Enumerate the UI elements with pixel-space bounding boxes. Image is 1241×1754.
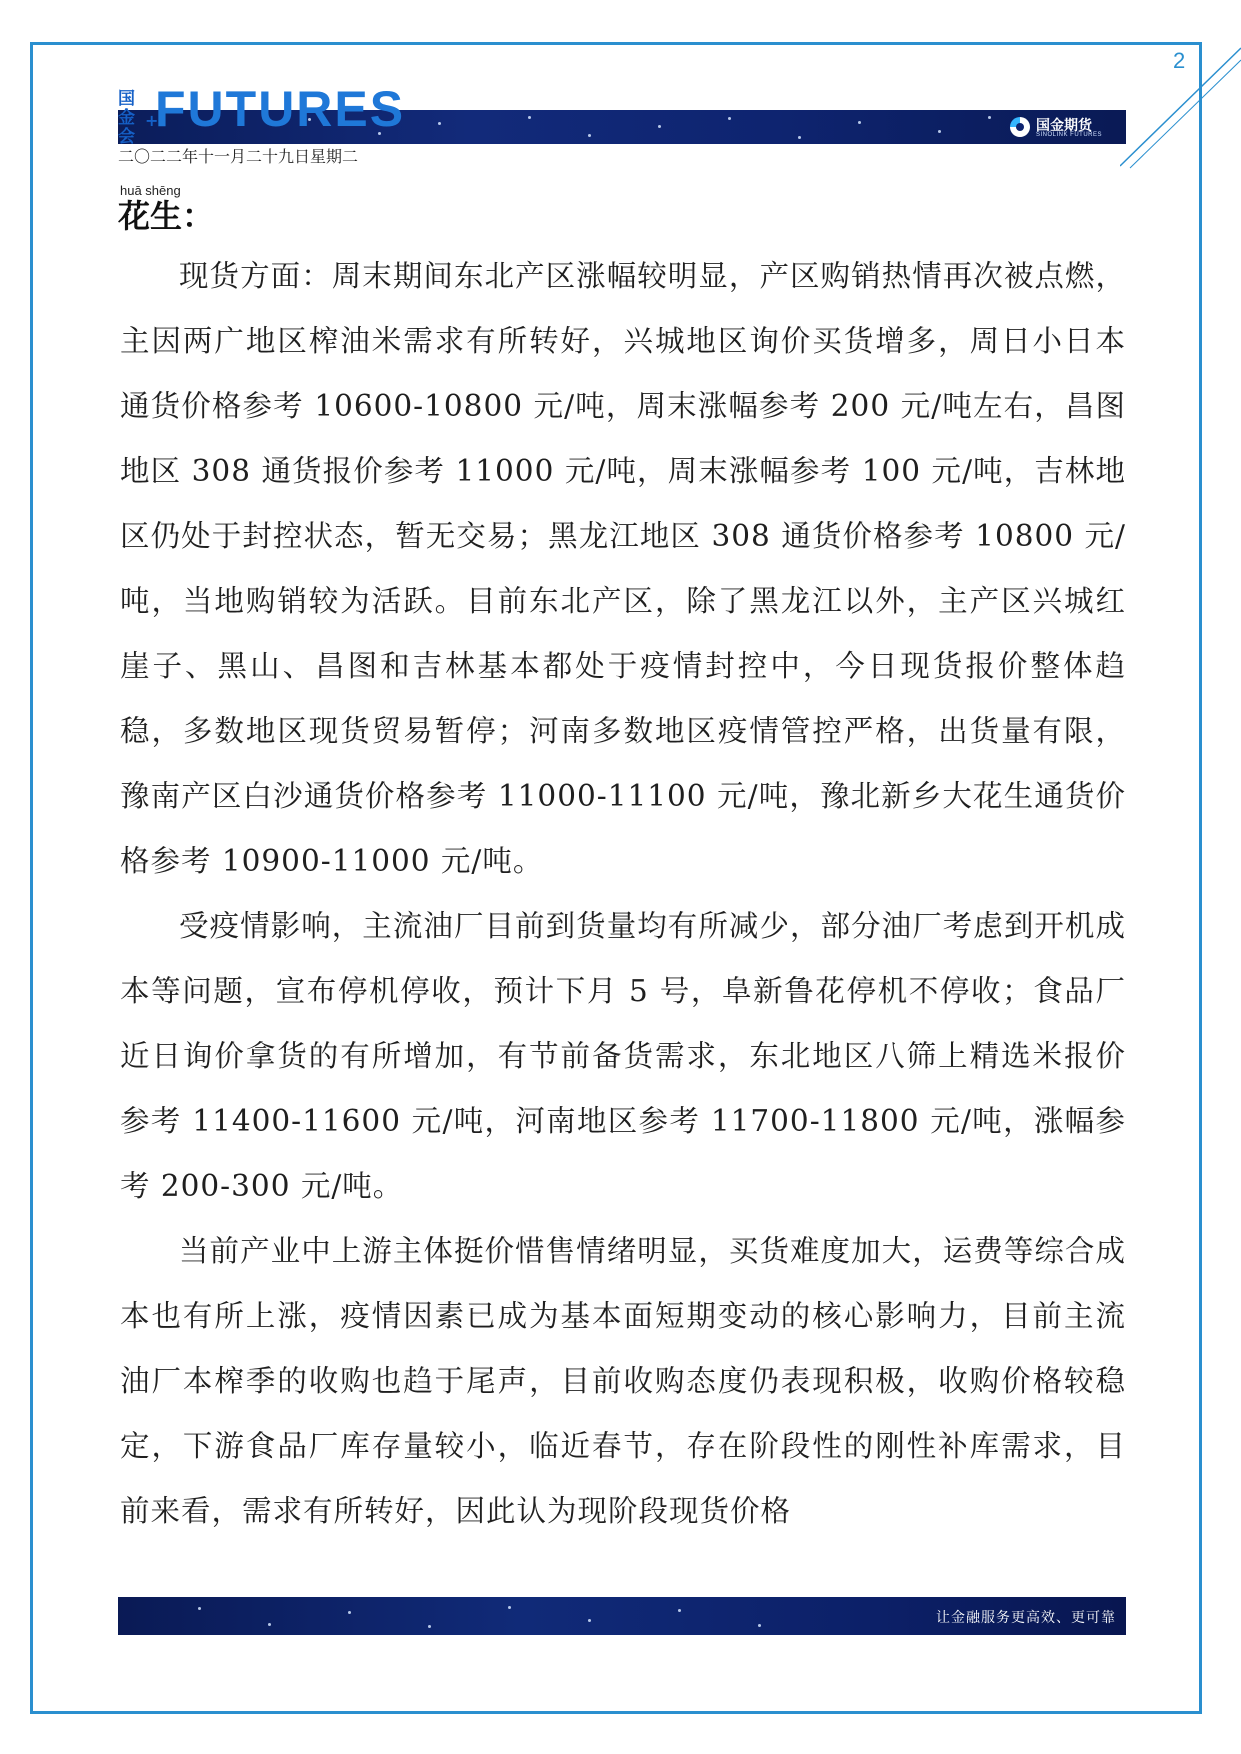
- sinolink-logo: [1010, 113, 1122, 141]
- section-pinyin: huā shēng: [120, 183, 181, 198]
- brand-cn-label: 国金会: [118, 89, 136, 147]
- paragraph-epidemic-impact: 受疫情影响，主流油厂目前到货量均有所减少，部分油厂考虑到开机成本等问题，宣布停机停收，预计下月 5 号，阜新鲁花停机不停收；食品厂近日询价拿货的有所增加，有节前备货需求，东北地区八筛上精选米报价参考 11400-11600 元/吨，河南地区参考 11700-11800 元/吨，涨幅参考 200-300 元/吨。: [120, 909, 1126, 1203]
- sinolink-logo-icon: [1010, 117, 1030, 137]
- body-text: [120, 244, 1126, 1544]
- footer-banner: [118, 1597, 1126, 1635]
- section-title: 花生：: [118, 197, 215, 235]
- sinolink-logo-en: SINOLINK FUTURES: [1036, 132, 1103, 138]
- paragraph-spot-market: 现货方面：周末期间东北产区涨幅较明显，产区购销热情再次被点燃，主因两广地区榨油米需求有所转好，兴城地区询价买货增多，周日小日本通货价格参考 10600-10800 元/吨，周末涨幅参考 200 元/吨左右，昌图地区 308 通货报价参考 11000 元/吨，周末涨幅参考 100 元/吨，吉林地区仍处于封控状态，暂无交易；黑龙江地区 308 通货价格参考 10800 元/吨，当地购销较为活跃。目前东北产区，除了黑龙江以外，主产区兴城红崖子、黑山、昌图和吉林基本都处于疫情封控中，今日现货报价整体趋稳，多数地区现货贸易暂停；河南多数地区疫情管控严格，出货量有限，豫南产区白沙通货价格参考 11000-11100 元/吨，豫北新乡大花生通货价格参考 10900-11000 元/吨。: [120, 259, 1126, 878]
- sinolink-logo-cn: 国金期货: [1036, 118, 1092, 134]
- page-number: 2: [1173, 48, 1186, 73]
- brand-plus: +: [145, 111, 159, 130]
- report-date: 二〇二二年十一月二十九日星期二: [118, 147, 359, 166]
- paragraph-industry-outlook: 当前产业中上游主体挺价惜售情绪明显，买货难度加大，运费等综合成本也有所上涨，疫情因素已成为基本面短期变动的核心影响力，目前主流油厂本榨季的收购也趋于尾声，目前收购态度仍表现积极，收购价格较稳定，下游食品厂库存量较小，临近春节，存在阶段性的刚性补库需求，目前来看，需求有所转好，因此认为现阶段现货价格: [120, 1234, 1126, 1528]
- brand-futures-logo: FUTURES: [155, 81, 406, 137]
- footer-slogan: 让金融服务更高效、更可靠: [936, 1610, 1116, 1626]
- corner-decoration: [1120, 40, 1241, 170]
